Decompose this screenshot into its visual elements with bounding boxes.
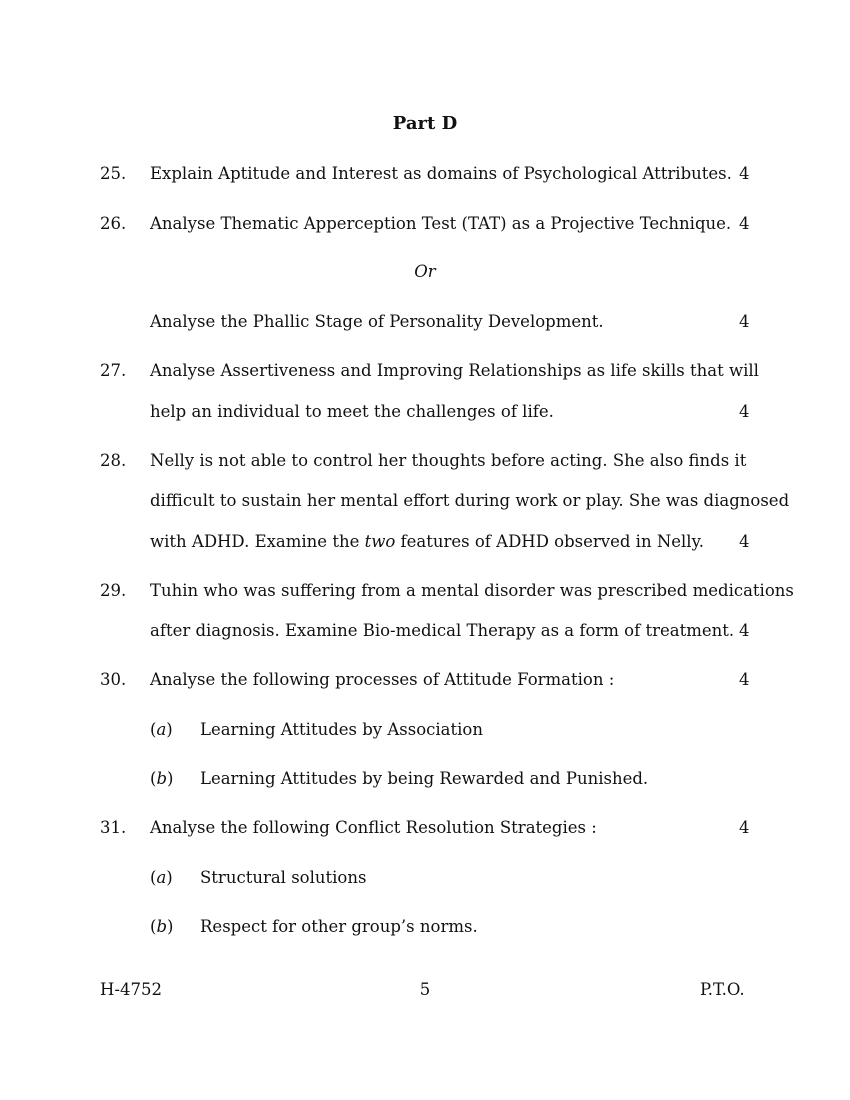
question-number: 25.	[100, 164, 127, 183]
question-text: Explain Aptitude and Interest as domains of Psychological Attributes.	[150, 164, 732, 183]
question-alt-marks: 4	[739, 312, 750, 331]
question-text: Analyse the following Conflict Resolution Strategies :	[150, 818, 597, 837]
question-text-line: help an individual to meet the challenges of life.	[150, 402, 554, 421]
question-number: 27.	[100, 361, 127, 380]
question-text: Analyse the following processes of Attitude Formation :	[150, 670, 615, 689]
question-text-line: Nelly is not able to control her thoughts before acting. She also finds it	[150, 451, 747, 470]
question-text-line: difficult to sustain her mental effort during work or play. She was diagnosed	[150, 491, 790, 510]
sub-item-text: Respect for other group’s norms.	[200, 917, 478, 936]
question-alt-text: Analyse the Phallic Stage of Personality Development.	[150, 312, 604, 331]
paper-code: H-4752	[100, 980, 162, 999]
emphasis-text: two	[364, 532, 396, 551]
sub-item-text: Structural solutions	[200, 868, 367, 887]
question-marks: 4	[739, 214, 750, 233]
text-segment: features of ADHD observed in Nelly.	[395, 532, 704, 551]
sub-item-label: (b)	[150, 917, 174, 936]
question-number: 30.	[100, 670, 127, 689]
question-marks: 4	[739, 164, 750, 183]
sub-item-label: (a)	[150, 720, 173, 739]
question-text-line: Tuhin who was suffering from a mental disorder was prescribed medications	[150, 581, 794, 600]
pto-note: P.T.O.	[700, 980, 745, 999]
sub-item-label: (a)	[150, 868, 173, 887]
question-marks: 4	[739, 818, 750, 837]
question-text-line: Analyse Assertiveness and Improving Relationships as life skills that will	[150, 361, 759, 380]
page-number: 5	[419, 980, 431, 999]
question-text-line	[150, 532, 750, 551]
sub-item-text: Learning Attitudes by Association	[200, 720, 483, 739]
question-text: Analyse Thematic Apperception Test (TAT) as a Projective Technique.	[150, 214, 732, 233]
sub-item-label: (b)	[150, 769, 174, 788]
question-marks: 4	[739, 621, 750, 640]
question-number: 28.	[100, 451, 127, 470]
question-marks: 4	[739, 532, 750, 551]
question-text-line: after diagnosis. Examine Bio-medical Therapy as a form of treatment.	[150, 621, 735, 640]
question-marks: 4	[739, 402, 750, 421]
part-title: Part D	[392, 113, 458, 134]
or-separator: Or	[414, 262, 436, 281]
question-number: 31.	[100, 818, 127, 837]
text-segment: with ADHD. Examine the	[150, 532, 365, 551]
question-marks: 4	[739, 670, 750, 689]
question-number: 26.	[100, 214, 127, 233]
question-number: 29.	[100, 581, 127, 600]
sub-item-text: Learning Attitudes by being Rewarded and Punished.	[200, 769, 649, 788]
